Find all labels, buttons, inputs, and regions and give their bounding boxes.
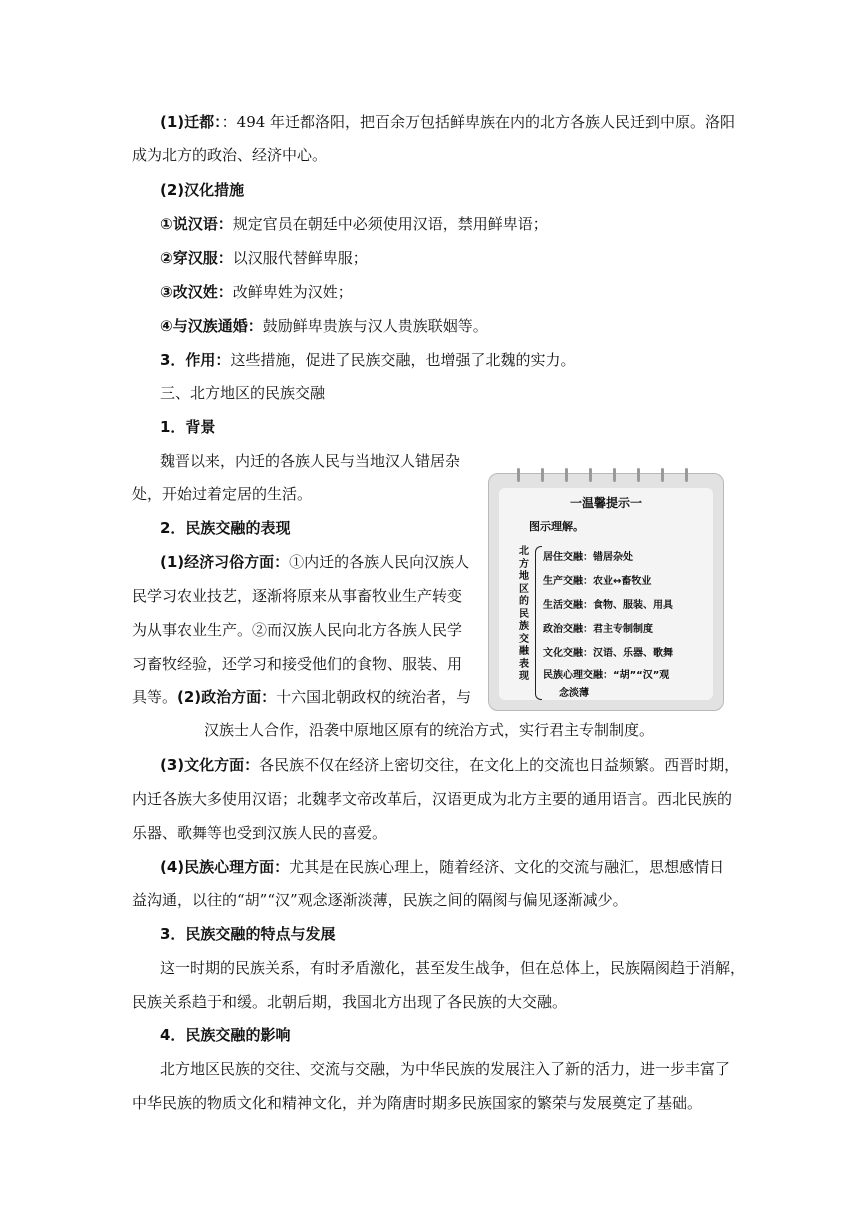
note-card-item: 文化交融：汉语、乐器、歌舞 (543, 648, 673, 659)
features-text-2: 民族关系趋于和缓。北朝后期，我国北方出现了各民族的大交融。 (132, 993, 568, 1011)
economy-label: (1)经济习俗方面： (160, 553, 290, 571)
binder-ring (517, 468, 520, 482)
effect-paragraph (160, 350, 575, 370)
measure-surname-label: ③改汉姓： (160, 283, 233, 301)
note-card-title: 一温馨提示一 (569, 496, 642, 510)
binder-ring (613, 468, 616, 482)
impact-text-1: 北方地区民族的交往、交流与交融，为中华民族的发展注入了新的活力，进一步丰富了 (160, 1060, 731, 1078)
effect-text: 这些措施，促进了民族交融，也增强了北魏的实力。 (230, 351, 576, 369)
measure-clothing (160, 248, 368, 268)
binder-ring (589, 468, 592, 482)
binder-ring (637, 468, 640, 482)
measure-language (160, 214, 548, 234)
measure-marriage-text: 鼓励鲜卑贵族与汉人贵族联姻等。 (262, 317, 488, 335)
note-card-item: 生产交融：农业↔畜牧业 (543, 576, 652, 587)
relocation-text: ：494 年迁都洛阳，把百余万包括鲜卑族在内的北方各族人民迁到中原。洛阳 (221, 113, 736, 131)
economy-politics-line (132, 687, 471, 707)
note-card-item: 政治交融：君主专制制度 (543, 624, 653, 635)
binder-ring (565, 468, 568, 482)
relocation-label: (1)迁都： (160, 113, 222, 131)
economy-text-1: ①内迁的各族人民向汉族人 (289, 553, 470, 571)
background-text-2: 处，开始过着定居的生活。 (132, 485, 313, 503)
economy-text-4: 习畜牧经验，还学习和接受他们的食物、服装、用 (132, 655, 463, 673)
effect-label: 3．作用： (160, 351, 231, 369)
measure-clothing-text: 以汉服代替鲜卑服； (232, 249, 368, 267)
psychology-paragraph (160, 857, 724, 877)
binder-ring (541, 468, 544, 482)
measure-surname (160, 282, 353, 302)
features-heading: 3．民族交融的特点与发展 (160, 925, 336, 943)
sinicization-heading: (2)汉化措施 (160, 181, 245, 199)
psychology-text-1: 尤其是在民族心理上，随着经济、文化的交流与融汇，思想感情日 (289, 858, 725, 876)
measure-language-label: ①说汉语： (160, 215, 233, 233)
economy-text-5: 具等。 (132, 688, 178, 706)
economy-text-3: 为从事农业生产。②而汉族人民向北方各族人民学 (132, 621, 463, 639)
note-card-vertical-label: 北方地区的民族交融表现 (519, 546, 529, 682)
measure-surname-text: 改鲜卑姓为汉姓； (232, 283, 353, 301)
impact-heading: 4．民族交融的影响 (160, 1026, 291, 1044)
features-text-1: 这一时期的民族关系，有时矛盾激化，甚至发生战争，但在总体上，民族隔阂趋于消解， (160, 959, 746, 977)
politics-text-2: 汉族士人合作，沿袭中原地区原有的统治方式，实行君主专制制度。 (204, 721, 655, 739)
manifestation-heading: 2．民族交融的表现 (160, 519, 291, 537)
psychology-label: (4)民族心理方面： (160, 858, 290, 876)
background-text-1: 魏晋以来，内迁的各族人民与当地汉人错居杂 (160, 452, 461, 470)
measure-marriage (160, 316, 488, 336)
brace-shape (535, 546, 542, 700)
culture-label: (3)文化方面： (160, 756, 260, 774)
note-card-item: 念淡薄 (559, 688, 589, 699)
note-card-item: 民族心理交融：“胡”“汉”观 (543, 670, 670, 681)
background-heading: 1．背景 (160, 418, 216, 436)
paragraph-relocation (160, 112, 735, 132)
politics-text-1: 十六国北朝政权的统治者，与 (276, 688, 472, 706)
tip-note-card (488, 473, 724, 711)
note-card-item: 居住交融：错居杂处 (543, 552, 633, 563)
binder-rings (489, 468, 723, 484)
note-card-body (499, 488, 713, 700)
politics-label: (2)政治方面： (177, 688, 277, 706)
relocation-text-cont: 成为北方的政治、经济中心。 (132, 146, 328, 164)
section-heading-3: 三、北方地区的民族交融 (160, 384, 326, 402)
economy-text-2: 民学习农业技艺，逐渐将原来从事畜牧业生产转变 (132, 587, 463, 605)
binder-ring (661, 468, 664, 482)
culture-text-2: 内迁各族大多使用汉语；北魏孝文帝改革后，汉语更成为北方主要的通用语言。西北民族的 (132, 790, 733, 808)
binder-ring (685, 468, 688, 482)
measure-marriage-label: ④与汉族通婚： (160, 317, 263, 335)
impact-text-2: 中华民族的物质文化和精神文化，并为隋唐时期多民族国家的繁荣与发展奠定了基础。 (132, 1094, 703, 1112)
psychology-text-2: 益沟通，以往的“胡”“汉”观念逐渐淡薄，民族之间的隔阂与偏见逐渐减少。 (132, 891, 628, 909)
note-card-item: 生活交融：食物、服装、用具 (543, 600, 673, 611)
measure-language-text: 规定官员在朝廷中必须使用汉语，禁用鲜卑语； (232, 215, 548, 233)
culture-text-3: 乐器、歌舞等也受到汉族人民的喜爱。 (132, 824, 388, 842)
economy-paragraph (160, 552, 469, 572)
note-card-subtitle: 图示理解。 (529, 520, 584, 533)
culture-paragraph (160, 755, 739, 775)
culture-text-1: 各民族不仅在经济上密切交往，在文化上的交流也日益频繁。西晋时期， (259, 756, 740, 774)
measure-clothing-label: ②穿汉服： (160, 249, 233, 267)
